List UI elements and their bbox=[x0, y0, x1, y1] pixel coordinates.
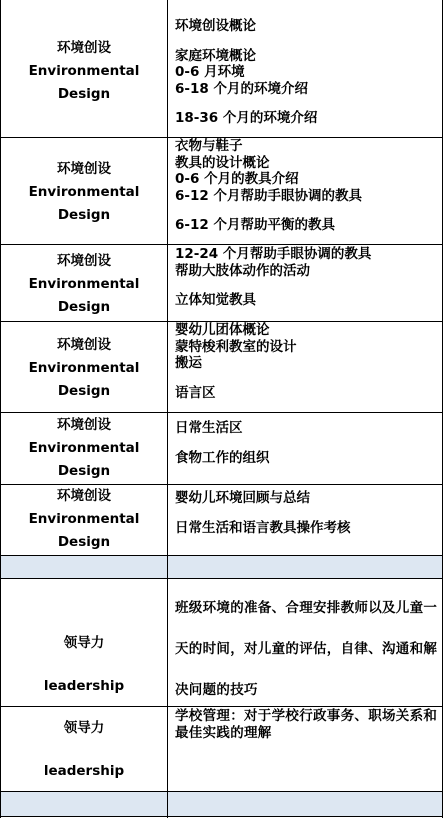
label-en-2: Design bbox=[57, 86, 111, 102]
row-content bbox=[175, 322, 437, 401]
content-line: 语言区 bbox=[175, 384, 216, 401]
row-label bbox=[1, 334, 167, 403]
spacer-row bbox=[1, 792, 442, 816]
row-label bbox=[1, 158, 167, 227]
row-divider bbox=[0, 321, 443, 322]
label-en-2: Design bbox=[57, 299, 111, 315]
label-en: leadership bbox=[43, 678, 125, 694]
content-line: 0-6 月环境 bbox=[175, 64, 245, 80]
label-en: leadership bbox=[43, 763, 125, 779]
content-line: 0-6 个月的教具介绍 bbox=[175, 171, 299, 187]
label-en-2: Design bbox=[57, 534, 111, 550]
content-line: 6-12 个月帮助手眼协调的教具 bbox=[175, 187, 362, 204]
content-line: 帮助大肢体动作的活动 bbox=[175, 262, 310, 279]
content-line: 最佳实践的理解 bbox=[175, 724, 272, 741]
row-divider bbox=[0, 578, 443, 579]
row-label bbox=[1, 37, 167, 106]
row-divider bbox=[0, 484, 443, 485]
label-en-2: Design bbox=[57, 207, 111, 223]
label-zh: 环境创设 bbox=[57, 488, 111, 504]
label-zh: 环境创设 bbox=[57, 161, 111, 177]
leadership-content bbox=[175, 708, 437, 741]
label-en: Environmental bbox=[28, 63, 140, 79]
content-line: 6-12 个月帮助平衡的教具 bbox=[175, 217, 335, 233]
label-zh: 领导力 bbox=[63, 635, 105, 651]
row-divider bbox=[0, 706, 443, 707]
label-en: Environmental bbox=[28, 276, 140, 292]
row-divider bbox=[0, 137, 443, 138]
row-label bbox=[1, 485, 167, 554]
label-zh: 环境创设 bbox=[57, 337, 111, 353]
label-en: Environmental bbox=[28, 440, 140, 456]
content-line: 家庭环境概论 bbox=[175, 47, 256, 64]
leadership-content bbox=[175, 588, 437, 711]
label-zh: 环境创设 bbox=[57, 253, 111, 269]
leadership-label bbox=[1, 707, 167, 793]
content-line: 婴幼儿环境回顾与总结 bbox=[175, 490, 310, 506]
row-label bbox=[1, 250, 167, 319]
content-line: 12-24 个月帮助手眼协调的教具 bbox=[175, 246, 372, 262]
content-line: 学校管理：对于学校行政事务、职场关系和 bbox=[175, 708, 438, 724]
label-zh: 环境创设 bbox=[57, 417, 111, 433]
label-en: Environmental bbox=[28, 184, 140, 200]
content-line: 班级环境的准备、合理安排教师以及儿童一 bbox=[175, 600, 438, 616]
content-line: 18-36 个月的环境介绍 bbox=[175, 110, 318, 126]
label-zh: 环境创设 bbox=[57, 40, 111, 56]
row-content bbox=[175, 18, 437, 127]
content-line: 环境创设概论 bbox=[175, 18, 256, 34]
leadership-label bbox=[1, 622, 167, 708]
row-content bbox=[175, 420, 437, 466]
content-line: 日常生活区 bbox=[175, 420, 243, 436]
row-divider bbox=[0, 412, 443, 413]
table-border-left bbox=[0, 0, 1, 818]
row-content bbox=[175, 490, 437, 536]
content-line: 婴幼儿团体概论 bbox=[175, 322, 270, 338]
row-divider bbox=[0, 244, 443, 245]
content-line: 食物工作的组织 bbox=[175, 449, 270, 466]
content-line: 6-18 个月的环境介绍 bbox=[175, 80, 308, 97]
row-content bbox=[175, 246, 437, 309]
label-en-2: Design bbox=[57, 383, 111, 399]
row-content bbox=[175, 138, 437, 234]
label-en-2: Design bbox=[57, 463, 111, 479]
label-zh: 领导力 bbox=[63, 720, 105, 736]
row-divider bbox=[0, 816, 443, 817]
content-line: 教具的设计概论 bbox=[175, 154, 270, 171]
content-line: 日常生活和语言教具操作考核 bbox=[175, 519, 351, 536]
column-divider bbox=[167, 0, 168, 818]
label-en: Environmental bbox=[28, 511, 140, 527]
row-divider bbox=[0, 791, 443, 792]
content-line: 天的时间，对儿童的评估，自律、沟通和解 bbox=[175, 641, 438, 657]
content-line: 衣物与鞋子 bbox=[175, 138, 243, 154]
label-en: Environmental bbox=[28, 360, 140, 376]
content-line: 决问题的技巧 bbox=[175, 682, 258, 698]
spacer-row bbox=[1, 556, 442, 578]
row-label bbox=[1, 414, 167, 483]
content-line: 蒙特梭利教室的设计 bbox=[175, 338, 297, 355]
content-line: 搬运 bbox=[175, 355, 202, 371]
content-line: 立体知觉教具 bbox=[175, 292, 256, 308]
row-divider bbox=[0, 555, 443, 556]
